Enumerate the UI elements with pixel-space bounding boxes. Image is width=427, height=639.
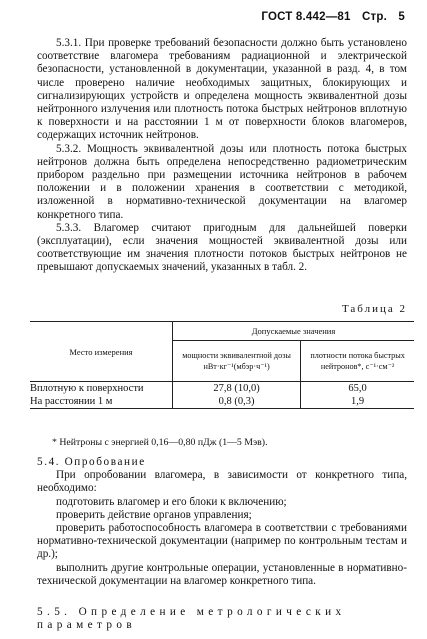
column-group-header: Допускаемые значения bbox=[173, 322, 415, 341]
column-header-flux: плотности потока быстрых нейтронов*, с⁻¹·см⁻² bbox=[301, 341, 414, 382]
table-footnote: * Нейтроны с энергией 0,16—0,80 пДж (1—5 Мэв). bbox=[52, 437, 268, 448]
table-caption: Таблица 2 bbox=[341, 303, 407, 315]
list-item: подготовить влагомер и его блоки к включению; bbox=[56, 495, 287, 508]
section-54-intro: При опробовании влагомера, в зависимости от конкретного типа, необходимо: bbox=[37, 469, 407, 495]
cell-flux: 65,0 bbox=[348, 383, 367, 394]
page-label: Стр. bbox=[362, 11, 387, 23]
paragraph-5-3-2: 5.3.2. Мощность эквивалентной дозы или плотность потока быстрых нейтронов должна быть определена непосредственно радиометрическим прибором раздельно при размещении источника нейтронов в рабочем положении и в положении хранения в соответствии с методикой, изложенной в нормативно-технической документации на влагомер конкретного типа. bbox=[37, 142, 407, 221]
cell-dose: 0,8 (0,3) bbox=[173, 395, 301, 409]
section-54 bbox=[37, 456, 407, 588]
section-53-text bbox=[37, 37, 407, 275]
page-number: 5 bbox=[398, 11, 405, 23]
page-header bbox=[261, 11, 405, 23]
list-item: проверить действие органов управления; bbox=[56, 508, 252, 521]
limits-table bbox=[30, 321, 414, 409]
cell-dose: 27,8 (10,0) bbox=[173, 382, 301, 396]
paragraph-5-3-3: 5.3.3. Влагомер считают пригодным для дальнейшей поверки (эксплуатации), если значения мощностей эквивалентной дозы или соответствующие им значения плотности потоков быстрых нейтронов не превышают допускаемых значений, указанных в табл. 2. bbox=[37, 221, 407, 274]
paragraph-5-3-1: 5.3.1. При проверке требований безопасности должно быть установлено соответствие влагомера требованиям радиационной и электрической безопасности, установленной в документации, указанной в разд. 4, в том числе проверено наличие необходимых защитных, блокирующих и сигнализирующих устройств и определена мощность эквивалентной дозы нейтронного излучения или плотность потока быстрых нейтронов вплотную к поверхности и на расстоянии 1 м от поверхности блоков влагомеров, содержащих источник нейтронов. bbox=[37, 37, 407, 142]
cell-place: На расстоянии 1 м bbox=[30, 395, 173, 409]
column-header-dose: мощности эквивалентной дозы нВт·кг⁻¹(мбэр·ч⁻¹) bbox=[173, 341, 301, 382]
list-item: проверить работоспособность влагомера в соответствии с требованиями нормативно-технической документации (например по контрольным тестам и др.); bbox=[37, 522, 407, 561]
cell-place: Вплотную к поверхности bbox=[30, 382, 173, 396]
standard-number: ГОСТ 8.442—81 bbox=[261, 11, 351, 23]
cell-flux: 1,9 bbox=[301, 395, 414, 409]
table-row bbox=[30, 382, 414, 396]
list-item: выполнить другие контрольные операции, установленные в нормативно-технической документации на влагомер конкретного типа. bbox=[37, 561, 407, 587]
column-header-place: Место измерения bbox=[30, 322, 173, 382]
section-54-title: 5.4. Опробование bbox=[37, 456, 146, 468]
section-55 bbox=[37, 606, 407, 632]
section-55-title: 5.5. Определение метрологических параметров bbox=[37, 606, 346, 632]
table-row bbox=[30, 395, 414, 409]
